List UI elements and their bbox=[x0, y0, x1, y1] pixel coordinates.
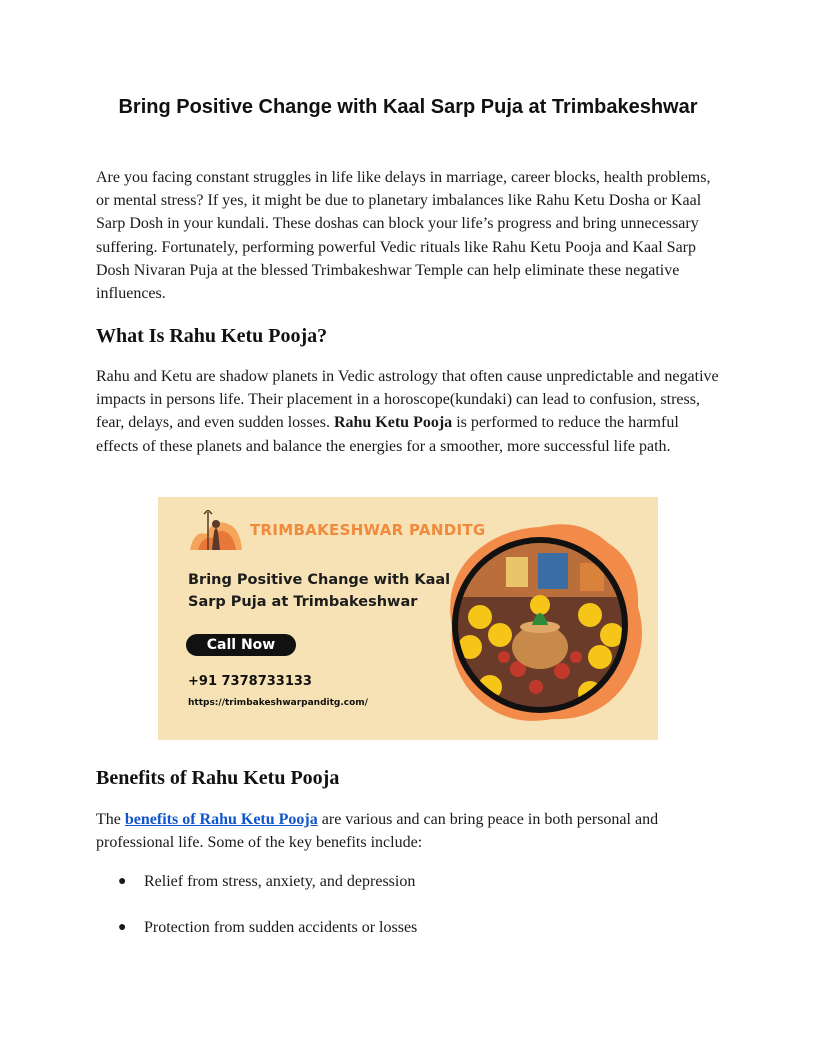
document-title: Bring Positive Change with Kaal Sarp Puja at Trimbakeshwar bbox=[118, 96, 698, 118]
benefits-paragraph bbox=[96, 808, 722, 854]
banner-headline: Bring Positive Change with Kaal Sarp Puja at Trimbakeshwar bbox=[188, 572, 451, 610]
bullet-dot-icon: ● bbox=[118, 874, 127, 889]
benefits-text-prefix: The bbox=[96, 811, 125, 828]
section-heading-benefits: Benefits of Rahu Ketu Pooja bbox=[96, 767, 340, 789]
banner-brand: TRIMBAKESHWAR PANDITG bbox=[250, 521, 486, 539]
what-is-text-before: Rahu and Ketu are shadow planets in Vedic astrology that often cause unpredictable and negative impacts in persons life. Their placement in a horoscope(kundaki) can lead to confusion, stress, fear, delays, and even sudden losses. bbox=[96, 368, 719, 432]
call-now-button: Call Now bbox=[186, 634, 296, 656]
list-item-text: Relief from stress, anxiety, and depression bbox=[144, 873, 416, 890]
promo-banner-image bbox=[158, 497, 658, 740]
list-item-text: Protection from sudden accidents or losses bbox=[144, 919, 418, 936]
section-heading-what-is: What Is Rahu Ketu Pooja? bbox=[96, 325, 328, 347]
shiva-logo-icon bbox=[188, 510, 244, 554]
what-is-bold-term: Rahu Ketu Pooja bbox=[333, 414, 453, 432]
what-is-text-after: is performed to reduce the harmful effects of these planets and balance the energies for a smoother, more successful life path. bbox=[96, 414, 679, 455]
banner-url: https://trimbakeshwarpanditg.com/ bbox=[188, 698, 368, 708]
pooja-photo-circle bbox=[440, 497, 658, 740]
benefits-link[interactable]: benefits of Rahu Ketu Pooja bbox=[124, 811, 318, 828]
bullet-dot-icon: ● bbox=[118, 920, 127, 935]
what-is-paragraph bbox=[96, 365, 722, 458]
intro-paragraph: Are you facing constant struggles in life like delays in marriage, career blocks, health problems, or mental stress? If yes, it might be due to planetary imbalances like Rahu Ketu Dosha or Kaal Sarp Dosh in your kundali. These doshas can block your life’s progress and bring unnecessary suffering. Fortunately, performing powerful Vedic rituals like Rahu Ketu Pooja and Kaal Sarp Dosh Nivaran Puja at the blessed Trimbakeshwar Temple can help eliminate these negative influences. bbox=[96, 169, 711, 303]
banner-phone: +91 7378733133 bbox=[188, 674, 312, 689]
benefits-text-suffix: are various and can bring peace in both personal and professional life. Some of the key benefits include: bbox=[96, 811, 659, 852]
